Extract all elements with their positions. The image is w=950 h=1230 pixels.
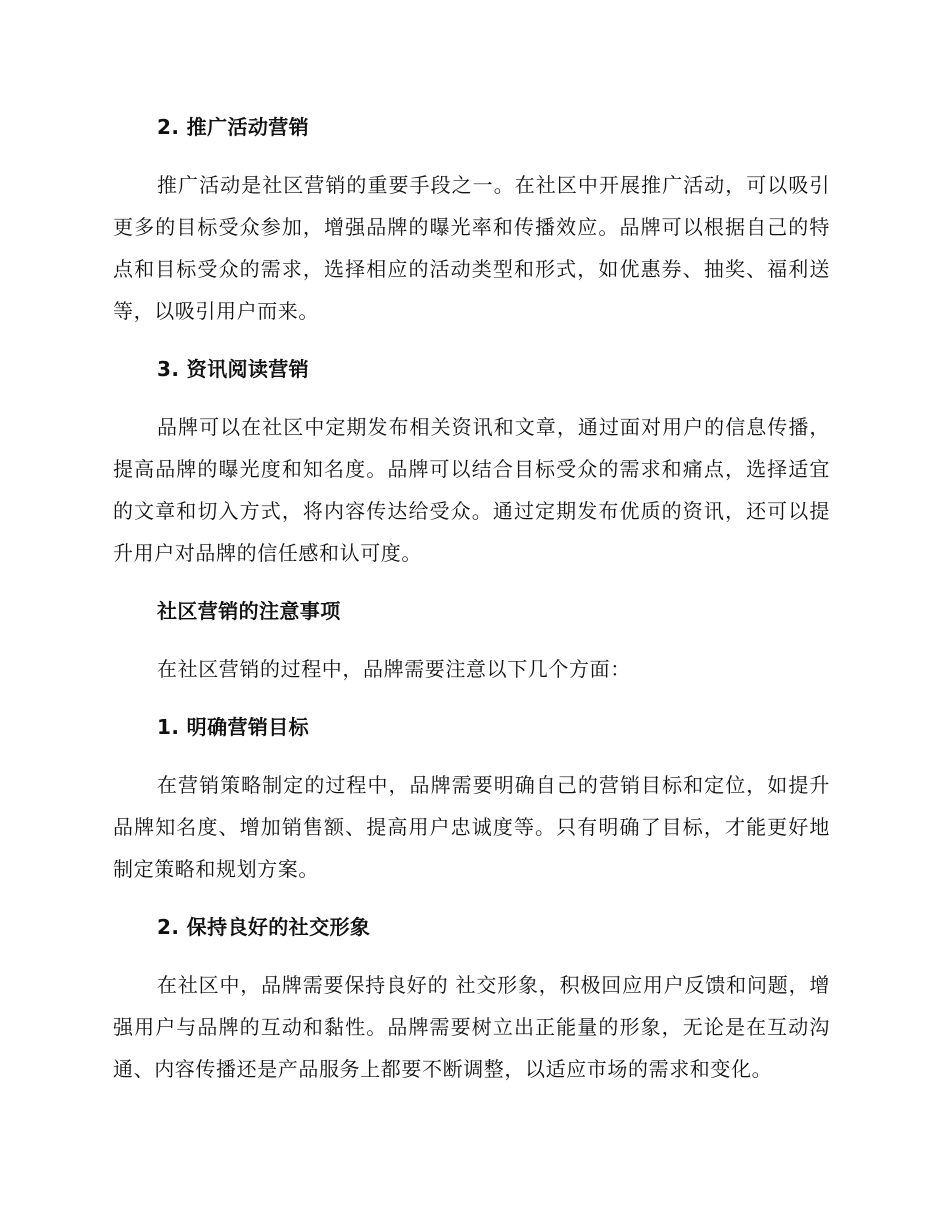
section-heading-promotion: 2. 推广活动营销	[157, 115, 310, 139]
section-heading-social-image: 2. 保持良好的社交形象	[157, 915, 371, 939]
paragraph-precautions-intro: 在社区营销的过程中，品牌需要注意以下几个方面：	[157, 657, 631, 681]
paragraph-social-image: 在社区中，品牌需要保持良好的 社交形象，积极回应用户反馈和问题，增强用户与品牌的互动和黏性。品牌需要树立出正能量的形象，无论是在互动沟通、内容传播还是产品服务上都要不断调整，以适应市场的需求和变化。	[113, 973, 830, 1081]
paragraph-clear-goals: 在营销策略制定的过程中，品牌需要明确自己的营销目标和定位，如提升品牌知名度、增加销售额、提高用户忠诚度等。只有明确了目标，才能更好地制定策略和规划方案。	[113, 773, 830, 881]
section-heading-news-reading: 3. 资讯阅读营销	[157, 357, 310, 381]
paragraph-promotion: 推广活动是社区营销的重要手段之一。在社区中开展推广活动，可以吸引更多的目标受众参加，增强品牌的曝光率和传播效应。品牌可以根据自己的特点和目标受众的需求，选择相应的活动类型和形式，如优惠券、抽奖、福利送等，以吸引用户而来。	[113, 173, 830, 323]
section-heading-clear-goals: 1. 明确营销目标	[157, 715, 310, 739]
paragraph-news-reading: 品牌可以在社区中定期发布相关资讯和文章，通过面对用户的信息传播，提高品牌的曝光度和知名度。品牌可以结合目标受众的需求和痛点，选择适宜的文章和切入方式，将内容传达给受众。通过定期发布优质的资讯，还可以提升用户对品牌的信任感和认可度。	[113, 415, 830, 565]
section-heading-precautions: 社区营销的注意事项	[157, 599, 341, 623]
